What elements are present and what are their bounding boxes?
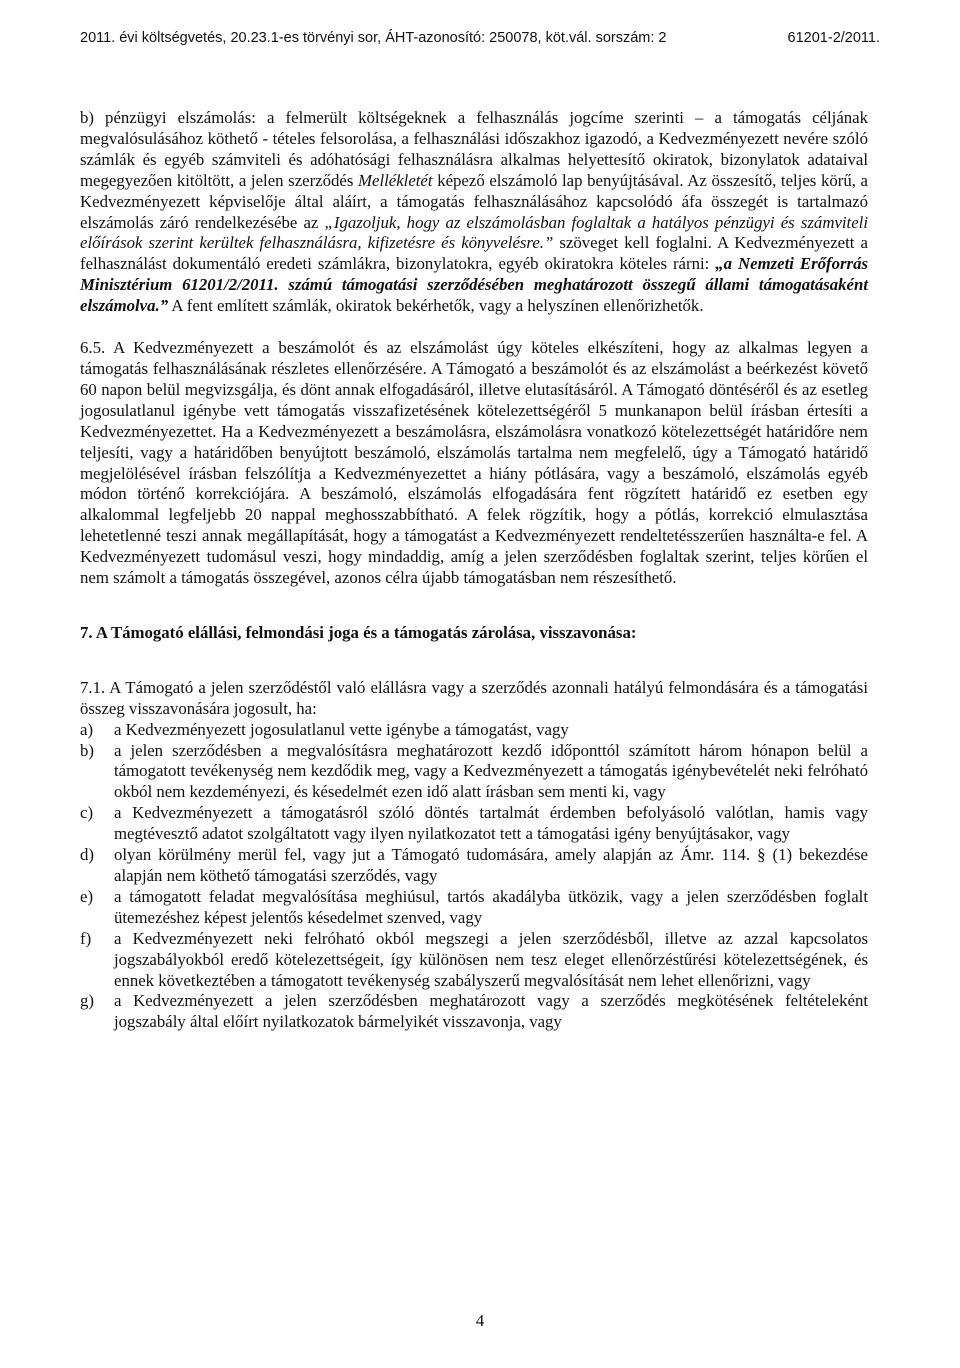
list-item-text: a jelen szerződésben a megvalósításra meghatározott kezdő időponttól számított három hónapon belül a támogatott tevékenység nem kezdődik meg, vagy a Kedvezményezett a támogatás igénybevételét neki felróható okból nem kezdeményezi, és késedelmét ezen idő alatt írásban sem menti ki, vagy	[114, 740, 868, 802]
list-item-label: c)	[80, 803, 94, 823]
page-header	[80, 30, 880, 46]
bold-italic-quote: „a Nemzeti Erőforrás Minisztérium 61201/2/2011. számú támogatási szerződésében meghatározott összegű állami támogatásaként elszámolva.”	[80, 254, 868, 316]
list-item-label: b)	[80, 740, 94, 760]
header-right: 61201-2/2011.	[787, 30, 880, 46]
list-item-text: a Kedvezményezett jogosulatlanul vette igénybe a támogatást, vagy	[114, 719, 569, 739]
condition-list	[80, 720, 868, 1034]
paragraph-7-1: 7.1. A Támogató a jelen szerződéstől való elállásra vagy a szerződés azonnali hatályú felmondására és a támogatási összeg visszavonására jogosult, ha:	[80, 677, 868, 718]
header-left: 2011. évi költségvetés, 20.23.1-es törvényi sor, ÁHT-azonosító: 250078, köt.vál. sorszám: 2	[80, 30, 667, 46]
document-body	[80, 108, 868, 1033]
list-item-label: g)	[80, 991, 94, 1011]
list-item	[80, 887, 868, 929]
list-item-text: olyan körülmény merül fel, vagy jut a Támogató tudomására, amely alapján az Ámr. 114. § (1) bekezdése alapján nem köthető támogatási szerződés, vagy	[114, 845, 868, 885]
page-number: 4	[475, 1311, 485, 1330]
list-item	[80, 845, 868, 887]
list-item-label: d)	[80, 845, 94, 865]
paragraph-b: b) pénzügyi elszámolás: a felmerült költségeknek a felhasználás jogcíme szerinti – a támogatás céljának megvalósulásához köthető - tételes felsorolása, a felhasználási időszakhoz igazodó, a Kedvezményezett nevére szóló számlák és egyéb számviteli és adóhatósági felhasználásra alkalmas helyettesítő okiratok, bizonylatok adataival megegyezően kitöltött, a jelen szerződés Mellékletét képező elszámoló lap benyújtásával. Az összesítő, teljes körű, a Kedvezményezett képviselője által aláírt, a támogatás felhasználásához kapcsolódó áfa összegét is tartalmazó elszámolás záró rendelkezésébe az „Igazoljuk, hogy az elszámolásban foglaltak a hatályos pénzügyi és számviteli előírások szerint kerültek felhasználásra, kifizetésre és könyvelésre.” szöveget kell foglalni. A Kedvezményezett a felhasználást dokumentáló eredeti számlákra, bizonylatokra, egyéb okiratokra köteles rárni: „a Nemzeti Erőforrás Minisztérium 61201/2/2011. számú támogatási szerződésében meghatározott összegű állami támogatásaként elszámolva.” A fent említett számlák, okiratok bekérhetők, vagy a helyszínen ellenőrizhetők.	[80, 108, 868, 316]
list-item-label: f)	[80, 928, 92, 948]
list-item-text: a Kedvezményezett neki felróható okból megszegi a jelen szerződésből, illetve az azzal kapcsolatos jogszabályokból eredő kötelezettségeit, így különösen nem tesz eleget ellenőrzéstűrési kötelezettségének, és ennek következtében a támogatott tevékenység szabályszerű megvalósítását nem lehet ellenőrizni, vagy	[114, 928, 868, 990]
list-item	[80, 929, 868, 992]
italic-quote: „Igazoljuk, hogy az elszámolásban foglaltak a hatályos pénzügyi és számviteli előírások szerint kerültek felhasználásra, kifizetésre és könyvelésre.”	[80, 212, 868, 253]
paragraph-6-5: 6.5. A Kedvezményezett a beszámolót és az elszámolást úgy köteles elkészíteni, hogy az alkalmas legyen a támogatás felhasználásának részletes ellenőrzésére. A Támogató a beszámolót és az elszámolást a beérkezést követő 60 napon belül megvizsgálja, és dönt annak elfogadásáról, illetve elutasításáról. A Támogató döntéséről és az esetleg jogosulatlanul igénybe vett támogatás visszafizetésének kötelezettségéről 5 munkanapon belül írásban értesíti a Kedvezményezettet. Ha a Kedvezményezett a beszámolásra, elszámolásra vonatkozó kötelezettségét határidőre nem teljesíti, vagy a határidőben benyújtott beszámoló, elszámolás tartalma nem megfelelő, úgy a Támogató határidő megjelölésével írásban felszólítja a Kedvezményezettet a hiány pótlására, vagy a beszámoló, elszámolás egyéb módon történő korrekciójára. A beszámoló, elszámolás elfogadására fent rögzített határidő ez esetben egy alkalommal legfeljebb 20 nappal meghosszabbítható. A felek rögzítik, hogy a pótlás, korrekció elmulasztása lehetetlenné teszi annak megállapítását, hogy a támogatást a Kedvezményezett rendeltetésszerűen használta-e fel. A Kedvezményezett tudomásul veszi, hogy mindaddig, amíg a jelen szerződésben foglaltak szerint, teljes körűen el nem számolt a támogatás összegével, azonos célra újabb támogatásban nem részesíthető.	[80, 338, 868, 588]
list-item-text: a Kedvezményezett a jelen szerződésben meghatározott vagy a szerződés megkötésének feltételeként jogszabály által előírt nyilatkozatok bármelyikét visszavonja, vagy	[114, 991, 868, 1032]
list-item-label: a)	[80, 719, 94, 739]
section-7-heading: 7. A Támogató elállási, felmondási joga és a támogatás zárolása, visszavonása:	[80, 622, 637, 642]
italic-phrase: Mellékletét	[358, 170, 433, 190]
list-item	[80, 991, 868, 1033]
list-item	[80, 803, 868, 845]
list-item-text: a Kedvezményezett a támogatásról szóló döntés tartalmát érdemben befolyásoló valótlan, hamis vagy megtévesztő adatot szolgáltatott vagy ilyen nyilatkozatot tett a támogatási igény benyújtásakor, vagy	[114, 803, 868, 844]
list-item	[80, 741, 868, 804]
list-item-text: a támogatott feladat megvalósítása meghiúsul, tartós akadályba ütközik, vagy a jelen szerződésben foglalt ütemezéshez képest jelentős késedelmet szenved, vagy	[114, 886, 868, 927]
list-item-label: e)	[80, 886, 94, 906]
list-item	[80, 720, 868, 741]
